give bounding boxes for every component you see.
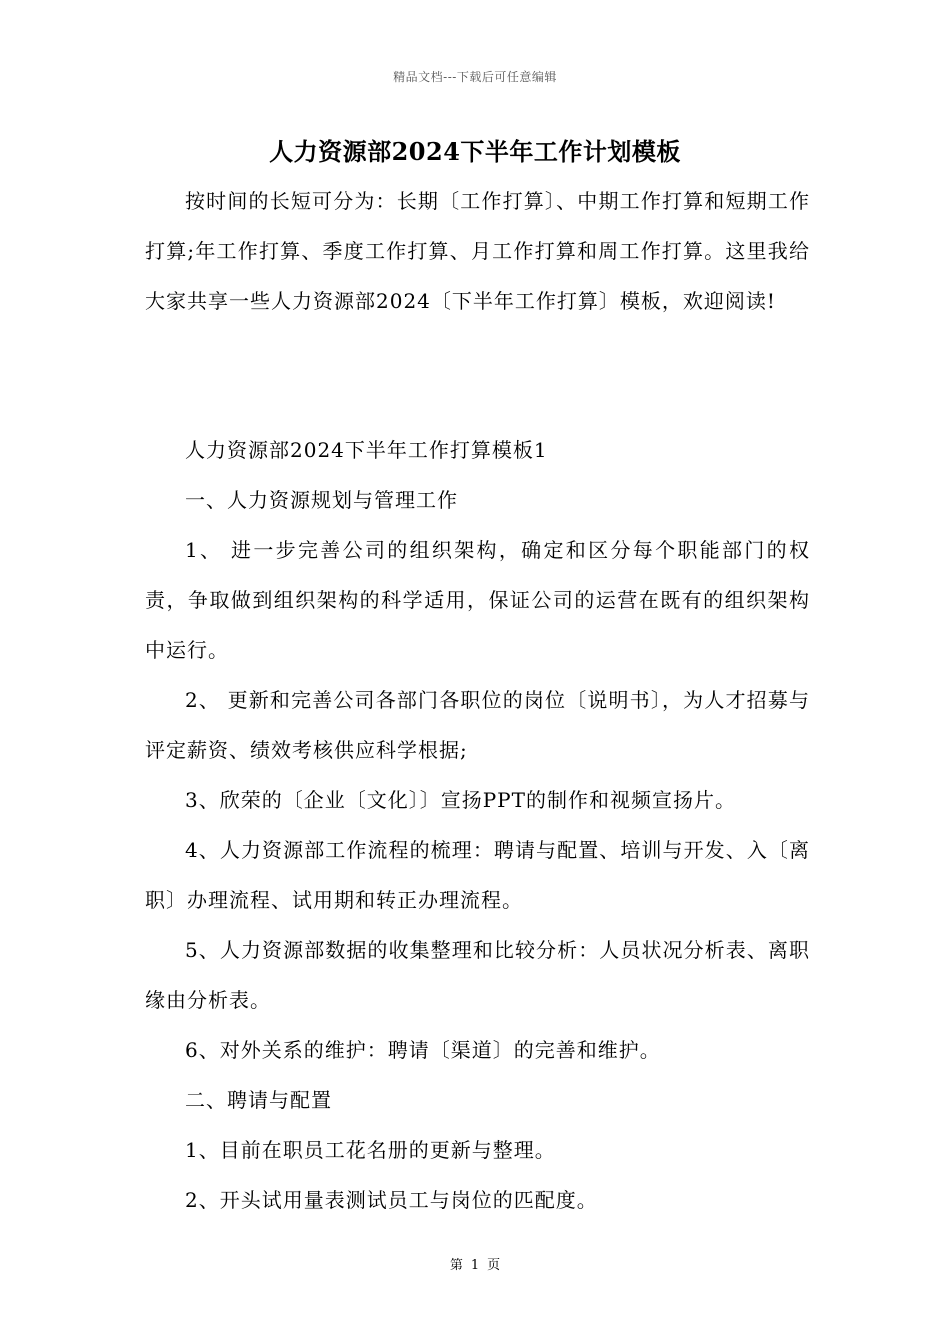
intro-block <box>145 176 810 326</box>
list-item: 2、 更新和完善公司各部门各职位的岗位〔说明书〕，为人才招募与评定薪资、绩效考核供应科学根据; <box>145 688 810 762</box>
list-item: 4、人力资源部工作流程的梳理：聘请与配置、培训与开发、入〔离职〕办理流程、试用期和转正办理流程。 <box>145 838 810 912</box>
page-number: 1 <box>470 1258 480 1273</box>
subsection-heading: 一、人力资源规划与管理工作 <box>185 488 458 512</box>
document-title: 人力资源部2024下半年工作计划模板 <box>269 137 681 166</box>
page-footer <box>0 1254 950 1273</box>
list-item: 1、 进一步完善公司的组织架构，确定和区分每个职能部门的权责，争取做到组织架构的科学适用，保证公司的运营在既有的组织架构中运行。 <box>145 538 810 662</box>
content-block <box>145 425 810 1225</box>
intro-paragraph: 按时间的长短可分为：长期〔工作打算〕、中期工作打算和短期工作打算;年工作打算、季度工作打算、月工作打算和周工作打算。这里我给大家共享一些人力资源部2024〔下半年工作打算〕模板，欢迎阅读! <box>145 189 810 313</box>
subsection-heading: 二、聘请与配置 <box>185 1088 332 1112</box>
list-item: 1、目前在职员工花名册的更新与整理。 <box>185 1138 556 1162</box>
page-header: 精品文档---下载后可任意编辑 <box>393 70 557 84</box>
footer-prefix: 第 <box>449 1258 463 1273</box>
list-item: 2、开头试用量表测试员工与岗位的匹配度。 <box>185 1188 598 1212</box>
list-item: 3、欣荣的〔企业〔文化〕〕宣扬PPT的制作和视频宣扬片。 <box>185 788 736 812</box>
section-heading: 人力资源部2024下半年工作打算模板1 <box>185 438 548 462</box>
list-item: 5、人力资源部数据的收集整理和比较分析：人员状况分析表、离职缘由分析表。 <box>145 938 810 1012</box>
list-item: 6、对外关系的维护：聘请〔渠道〕的完善和维护。 <box>185 1038 661 1062</box>
footer-suffix: 页 <box>487 1258 501 1273</box>
